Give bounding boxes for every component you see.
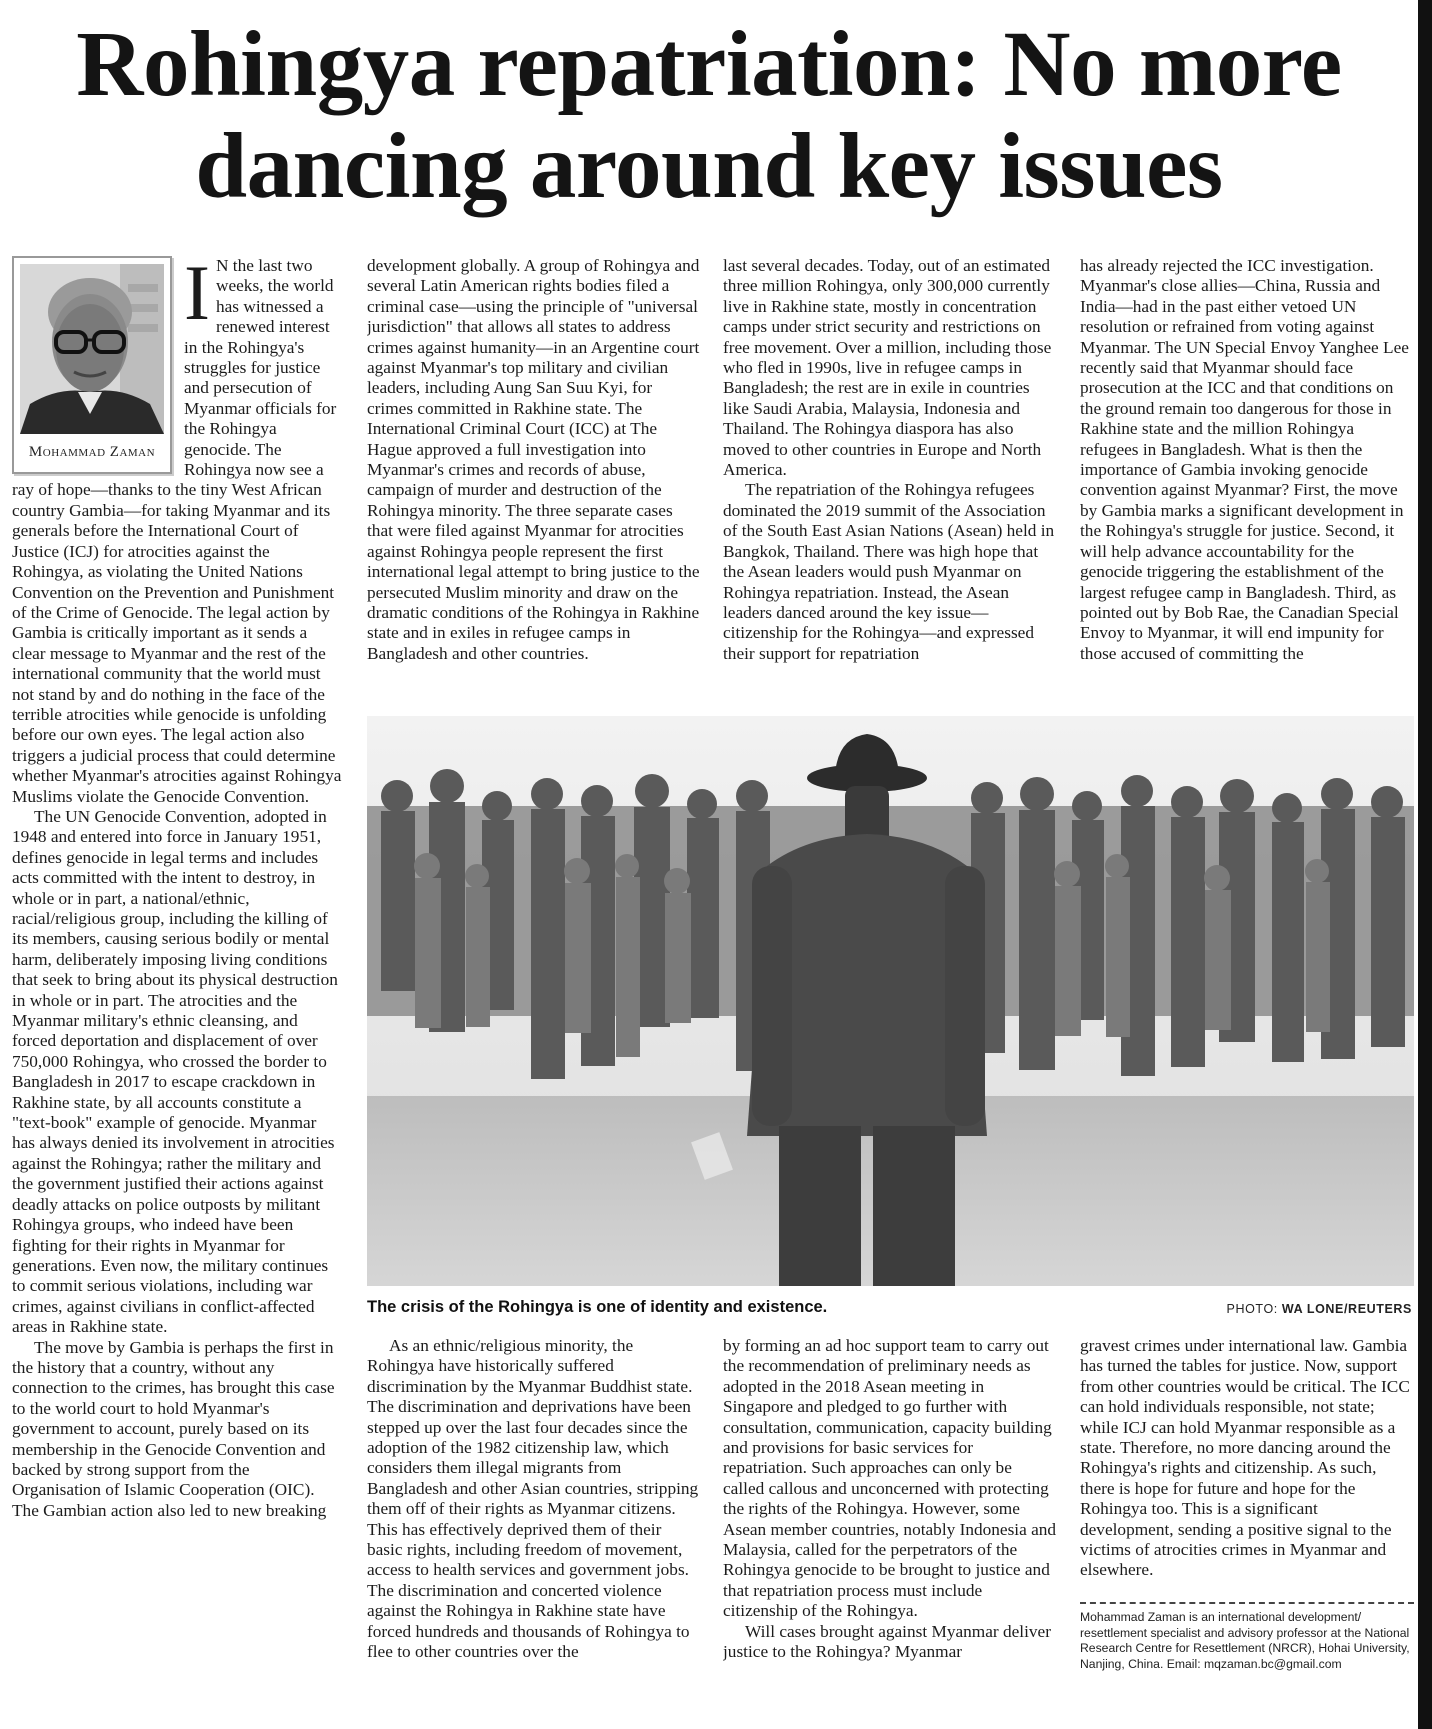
paragraph: The move by Gambia is perhaps the first in the history that a country, without any connection to the crimes, has brought this case to the world court to hold Myanmar's government to account, purely based on its membership in the Genocide Convention and backed by strong support from the Organisation of Islamic Cooperation (OIC). The Gambian action also led to new breaking xyxy=(12,1337,335,1520)
photo-caption: The crisis of the Rohingya is one of identity and existence. xyxy=(367,1298,828,1316)
paragraph: development globally. A group of Rohingya and several Latin American rights bodies filed a criminal case—using the principle of "universal jurisdiction" that allows all states to address crimes against humanity—in an Argentine court against Myanmar's top military and civilian leaders, including Aung San Suu Kyi, for crimes committed in Rakhine state. The International Criminal Court (ICC) at The Hague approved a full investigation into Myanmar's crimes and records of abuse, campaign of murder and destruction of the Rohingya minority. The three separate cases that were filed against Myanmar for atrocities against Rohingya people represent the first international legal attempt to bring justice to the persecuted Muslim minority and draw on the dramatic conditions of the Rohingya in Rakhine state and in exiles in refugee camps in Bangladesh and other countries. xyxy=(367,256,700,663)
photo-credit-label: PHOTO: xyxy=(1226,1302,1278,1316)
paragraph: As an ethnic/religious minority, the Rohingya have historically suffered discrimination by the Myanmar Buddhist state. The discrimination and deprivations have been stepped up over the last four decades since the adoption of the 1982 citizenship law, which considers them illegal migrants from Bangladesh and other Asian countries, stripping them off of their rights as Myanmar citizens. This has effectively deprived them of their basic rights, including freedom of movement, access to health services and government jobs. The discrimination and concerted violence against the Rohingya in Rakhine state have forced hundreds and thousands of Rohingya to flee to other countries over the xyxy=(367,1336,699,1662)
paragraph: by forming an ad hoc support team to carry out the recommendation of preliminary needs as adopted in the 2018 Asean meeting in Singapore and pledged to go further with consultation, communication, capacity building and provisions for basic services for repatriation. Such approaches can only be called callous and unconcerned with protecting the rights of the Rohingya. However, some Asean member countries, notably Indonesia and Malaysia, called for the perpetrators of the Rohingya genocide to be brought to justice and that repatriation process must include citizenship of the Rohingya. xyxy=(723,1336,1057,1621)
author-bio: Mohammad Zaman is an international development/ resettlement specialist and advisory professor at the National Research Centre for Resettlement (NRCR), Hohai University, Nanjing, China. Email: mqzaman.bc@gmail.com xyxy=(1080,1610,1410,1671)
paragraph: Will cases brought against Myanmar deliver justice to the Rohingya? Myanmar xyxy=(723,1621,1051,1662)
column-3-bottom xyxy=(723,1336,1057,1711)
paragraph: N the last two weeks, the world has witnessed a renewed interest in the Rohingya's struggles for justice and persecution of Myanmar officials for the Rohingya genocide. The Rohingya now see a ray of hope—thanks to the tiny West African country Gambia—for taking Myanmar and its generals before the International Court of Justice (ICJ) for atrocities against the Rohingya, as violating the United Nations Convention on the Prevention and Punishment of the Crime of Genocide. The legal action by Gambia is critically important as it sends a clear message to Myanmar and the rest of the international community that the world must not stand by and do nothing in the face of the terrible atrocities while genocide is unfolding before our own eyes. The legal action also triggers a judicial process that could determine whether Myanmar's atrocities against Rohingya Muslims violate the Genocide Convention. xyxy=(12,256,342,806)
paragraph: gravest crimes under international law. Gambia has turned the tables for justice. Now, support from other countries would be critical. The ICC can hold individuals responsible, not state; while ICJ can hold Myanmar responsible as a state. Therefore, no more dancing around the Rohingya's rights and citizenship. As such, there is hope for future and hope for the Rohingya too. This is a significant development, sending a positive signal to the victims of atrocities crimes in Myanmar and elsewhere. xyxy=(1080,1336,1410,1580)
author-photo xyxy=(20,264,164,434)
bio-divider xyxy=(1080,1602,1414,1604)
headline-line-1: Rohingya repatriation: No more xyxy=(76,13,1342,116)
column-4-top xyxy=(1080,256,1414,706)
paragraph: The UN Genocide Convention, adopted in 1948 and entered into force in January 1951, defines genocide in legal terms and includes acts committed with the intent to destroy, in whole or in part, a national/ethnic, racial/religious group, including the killing of its members, causing serious bodily or mental harm, deliberately imposing living conditions that seek to bring about its physical destruction in whole or in part. The atrocities and the Myanmar military's ethnic cleansing, and forced deportation and displacement of over 750,000 Rohingya, who crossed the border to Bangladesh in 2017 to escape crackdown in Rakhine state, by all accounts constitute a "text-book" example of genocide. Myanmar has always denied its involvement in atrocities against the Rohingya; rather the military and the government justified their actions against deadly attacks on police outposts by militant Rohingya groups, who indeed have been fighting for their rights in Myanmar for generations. Even now, the military continues to commit serious violations, including war crimes, against civilians in conflict-affected areas in Rakhine state. xyxy=(12,806,338,1337)
column-4-bottom xyxy=(1080,1336,1414,1598)
news-photo-illustration xyxy=(367,716,1414,1286)
page-edge-bar xyxy=(1418,0,1432,1729)
column-1 xyxy=(12,256,342,1706)
photo-credit xyxy=(1100,1302,1412,1316)
headline-line-2: dancing around key issues xyxy=(195,115,1223,218)
paragraph: last several decades. Today, out of an estimated three million Rohingya, only 300,000 currently live in Rakhine state, mostly in concentration camps under strict security and restrictions on free movement. Over a million, including those who fled in 1990s, live in refugee camps in Bangladesh; the rest are in exile in countries like Saudi Arabia, Malaysia, Indonesia and Thailand. The Rohingya diaspora has also moved to other countries in Europe and North America. xyxy=(723,256,1052,480)
author-box xyxy=(12,256,172,474)
drop-cap: I xyxy=(184,256,210,336)
author-name: Mohammad Zaman xyxy=(28,444,156,460)
column-3-top xyxy=(723,256,1057,706)
paragraph: has already rejected the ICC investigation. Myanmar's close allies—China, Russia and India—had in the past either vetoed UN resolution or refrained from voting against Myanmar. The UN Special Envoy Yanghee Lee recently said that Myanmar should face prosecution at the ICC and that conditions on the ground remain too dangerous for those in Rakhine state and the million Rohingya refugees in Bangladesh. What is then the importance of Gambia invoking genocide convention against Myanmar? First, the move by Gambia marks a significant development in the Rohingya's struggle for justice. Second, it will help advance accountability for the genocide triggering the establishment of the largest refugee camp in Bangladesh. Third, as pointed out by Bob Rae, the Canadian Special Envoy to Myanmar, it will end impunity for those accused of committing the xyxy=(1080,256,1409,663)
column-2-top xyxy=(367,256,701,706)
column-2-bottom xyxy=(367,1336,701,1711)
photo-credit-source: WA LONE/REUTERS xyxy=(1281,1302,1412,1316)
paragraph: The repatriation of the Rohingya refugees dominated the 2019 summit of the Association of the South East Asian Nations (Asean) held in Bangkok, Thailand. There was high hope that the Asean leaders would push Myanmar on Rohingya repatriation. Instead, the Asean leaders danced around the key issue—citizenship for the Rohingya—and expressed their support for repatriation xyxy=(723,480,1055,663)
headline xyxy=(0,14,1418,218)
news-photo xyxy=(367,716,1414,1286)
